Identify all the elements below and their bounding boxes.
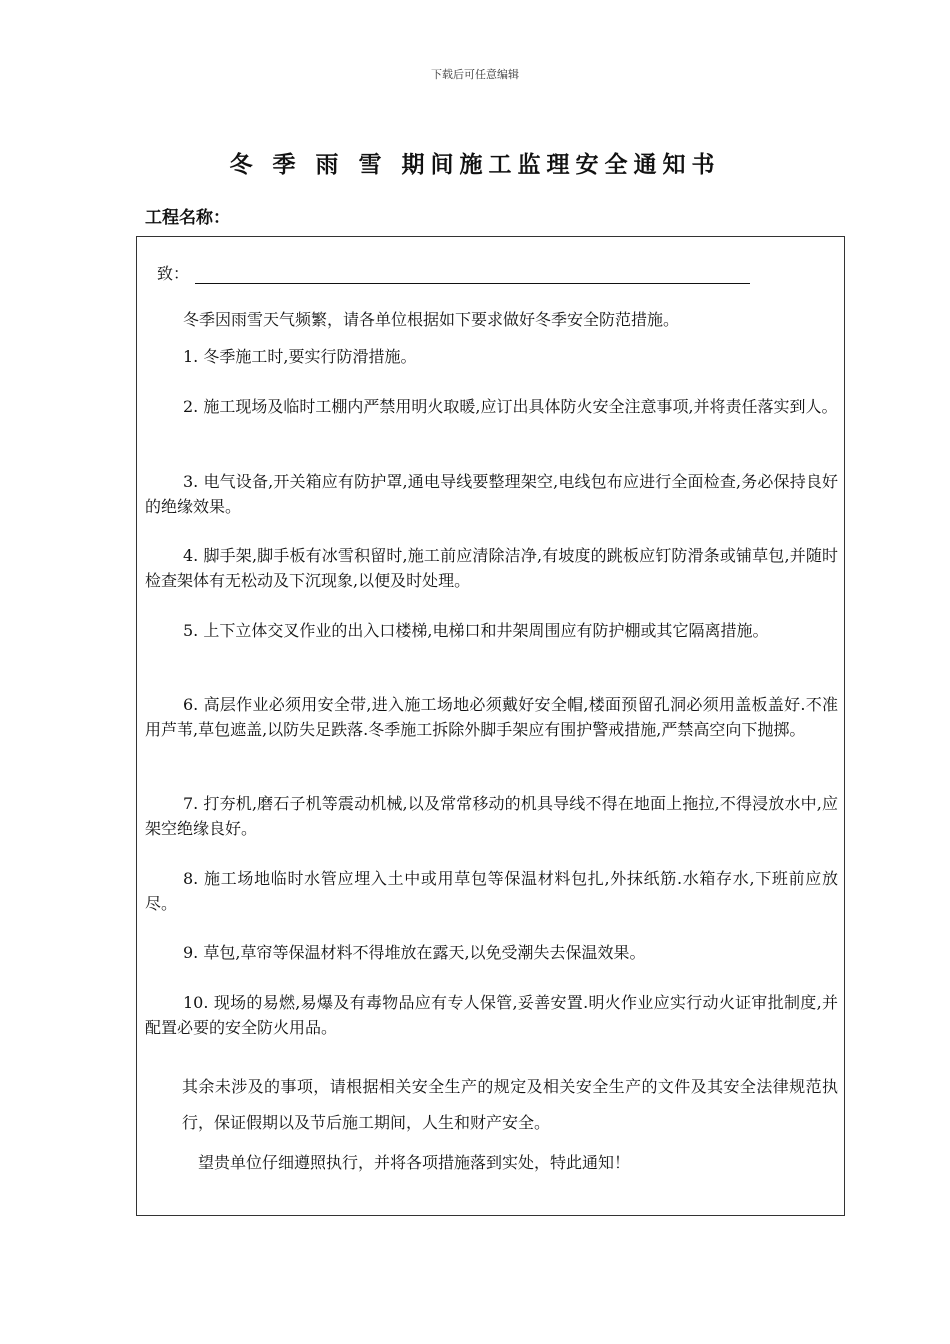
notice-box — [136, 236, 845, 1216]
header-note: 下载后可任意编辑 — [431, 68, 519, 81]
item-7: 7. 打夯机,磨石子机等震动机械,以及常常移动的机具导线不得在地面上拖拉,不得浸放水中,应架空绝缘良好。 — [145, 794, 838, 838]
recipient-label: 致： — [157, 264, 190, 283]
project-name-label: 工程名称： — [145, 208, 230, 228]
intro-paragraph: 冬季因雨雪天气频繁，请各单位根据如下要求做好冬季安全防范措施。 — [183, 310, 680, 329]
item-9: 9. 草包,草帘等保温材料不得堆放在露天,以免受潮失去保温效果。 — [183, 943, 646, 962]
closing-paragraph: 其余未涉及的事项，请根据相关安全生产的规定及相关安全生产的文件及其安全法律规范执行，保证假期以及节后施工期间，人生和财产安全。 — [182, 1077, 838, 1132]
item-6: 6. 高层作业必须用安全带,进入施工场地必须戴好安全帽,楼面预留孔洞必须用盖板盖好.不准用芦苇,草包遮盖,以防失足跌落.冬季施工拆除外脚手架应有围护警戒措施,严禁高空向下抛掷。 — [145, 695, 838, 739]
item-10: 10. 现场的易燃,易爆及有毒物品应有专人保管,妥善安置.明火作业应实行动火证审批制度,并配置必要的安全防火用品。 — [145, 993, 838, 1037]
item-2: 2. 施工现场及临时工棚内严禁用明火取暖,应订出具体防火安全注意事项,并将责任落实到人。 — [183, 397, 838, 416]
item-5: 5. 上下立体交叉作业的出入口楼梯,电梯口和井架周围应有防护棚或其它隔离措施。 — [183, 621, 769, 640]
document-title: 冬 季 雨 雪 期间施工监理安全通知书 — [229, 152, 721, 178]
recipient-blank — [195, 265, 750, 284]
item-8: 8. 施工场地临时水管应埋入土中或用草包等保温材料包扎,外抹纸筋.水箱存水,下班前应放尽。 — [145, 869, 838, 913]
recipient-line — [157, 261, 750, 284]
item-3: 3. 电气设备,开关箱应有防护罩,通电导线要整理架空,电线包布应进行全面检查,务必保持良好的绝缘效果。 — [145, 472, 838, 516]
item-1: 1. 冬季施工时,要实行防滑措施。 — [183, 347, 417, 366]
final-notice: 望贵单位仔细遵照执行，并将各项措施落到实处，特此通知！ — [198, 1153, 631, 1172]
item-4: 4. 脚手架,脚手板有冰雪积留时,施工前应清除洁净,有坡度的跳板应钉防滑条或铺草包,并随时检查架体有无松动及下沉现象,以便及时处理。 — [145, 546, 838, 590]
